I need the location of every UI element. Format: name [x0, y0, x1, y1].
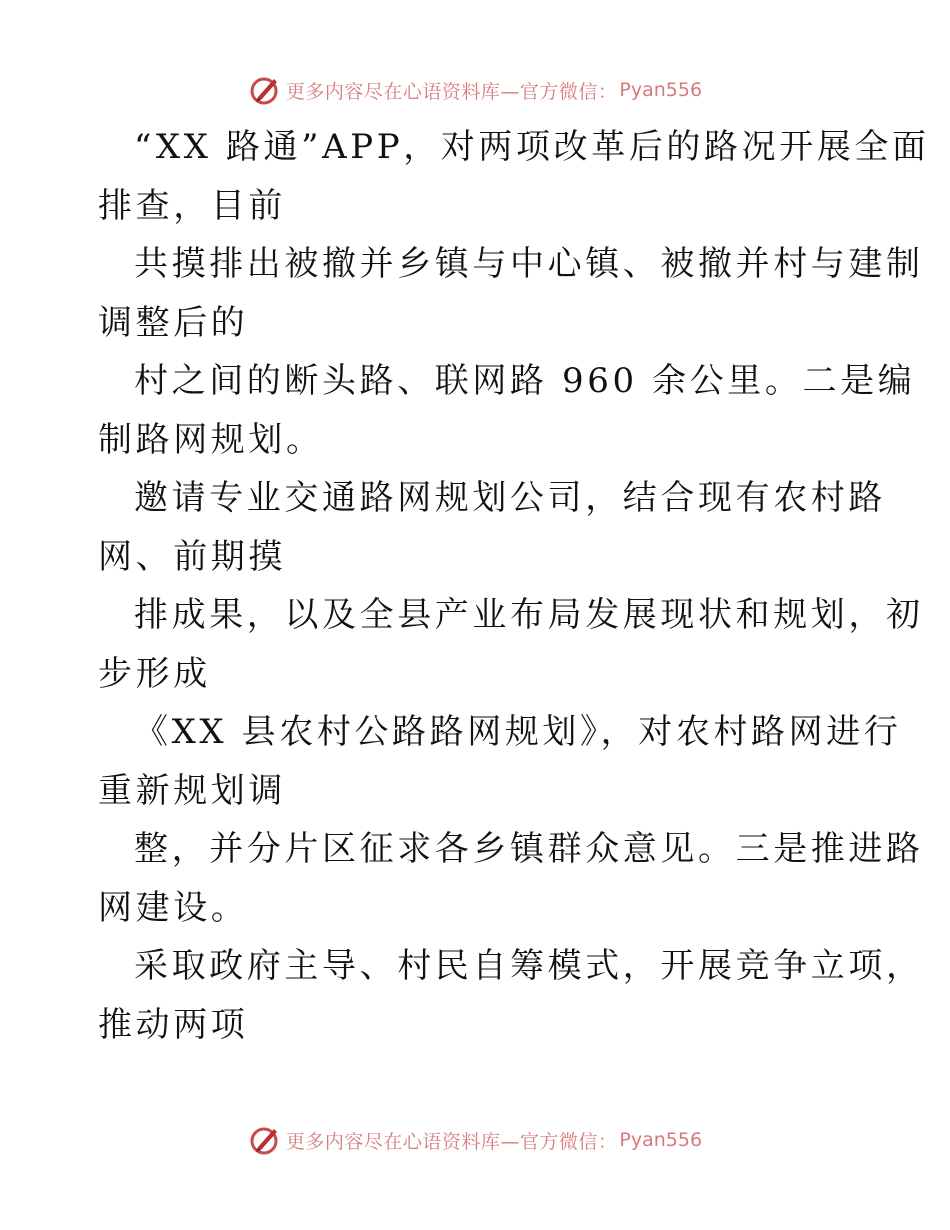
body-line-12: 重新规划调	[98, 770, 286, 811]
body-line-15: 采取政府主导、村民自筹模式，开展竞争立项，	[134, 946, 924, 986]
page-footer-watermark	[0, 1120, 950, 1160]
body-line-9: 排成果，以及全县产业布局发展现状和规划，初	[134, 595, 924, 635]
body-line-3: 共摸排出被撤并乡镇与中心镇、被撤并村与建制	[134, 244, 924, 284]
watermark-id: Pyan556	[619, 79, 703, 101]
body-line-16: 推动两项	[98, 1004, 249, 1045]
pen-circle-logo-icon	[248, 73, 282, 107]
body-line-13: 整，并分片区征求各乡镇群众意见。三是推进路	[134, 829, 924, 869]
body-line-14: 网建设。	[98, 887, 249, 928]
watermark-text: 更多内容尽在心语资料库—官方微信：	[285, 80, 618, 103]
body-line-6: 制路网规划。	[98, 419, 324, 460]
body-line-1: “XX 路通”APP，对两项改革后的路况开展全面	[134, 127, 930, 167]
document-body	[98, 118, 930, 1054]
pen-circle-logo-icon	[248, 1123, 282, 1157]
body-line-8: 网、前期摸	[98, 536, 286, 577]
body-line-4: 调整后的	[98, 302, 249, 343]
body-line-7: 邀请专业交通路网规划公司，结合现有农村路	[134, 478, 886, 518]
body-line-11: 《XX 县农村公路路网规划》，对农村路网进行	[134, 712, 902, 752]
page-header-watermark	[0, 70, 950, 110]
watermark-text: 更多内容尽在心语资料库—官方微信：	[285, 1130, 618, 1153]
body-line-10: 步形成	[98, 653, 211, 694]
watermark-id: Pyan556	[619, 1129, 703, 1151]
body-line-2: 排查，目前	[98, 185, 286, 226]
body-line-5: 村之间的断头路、联网路 960 余公里。二是编	[134, 361, 916, 401]
